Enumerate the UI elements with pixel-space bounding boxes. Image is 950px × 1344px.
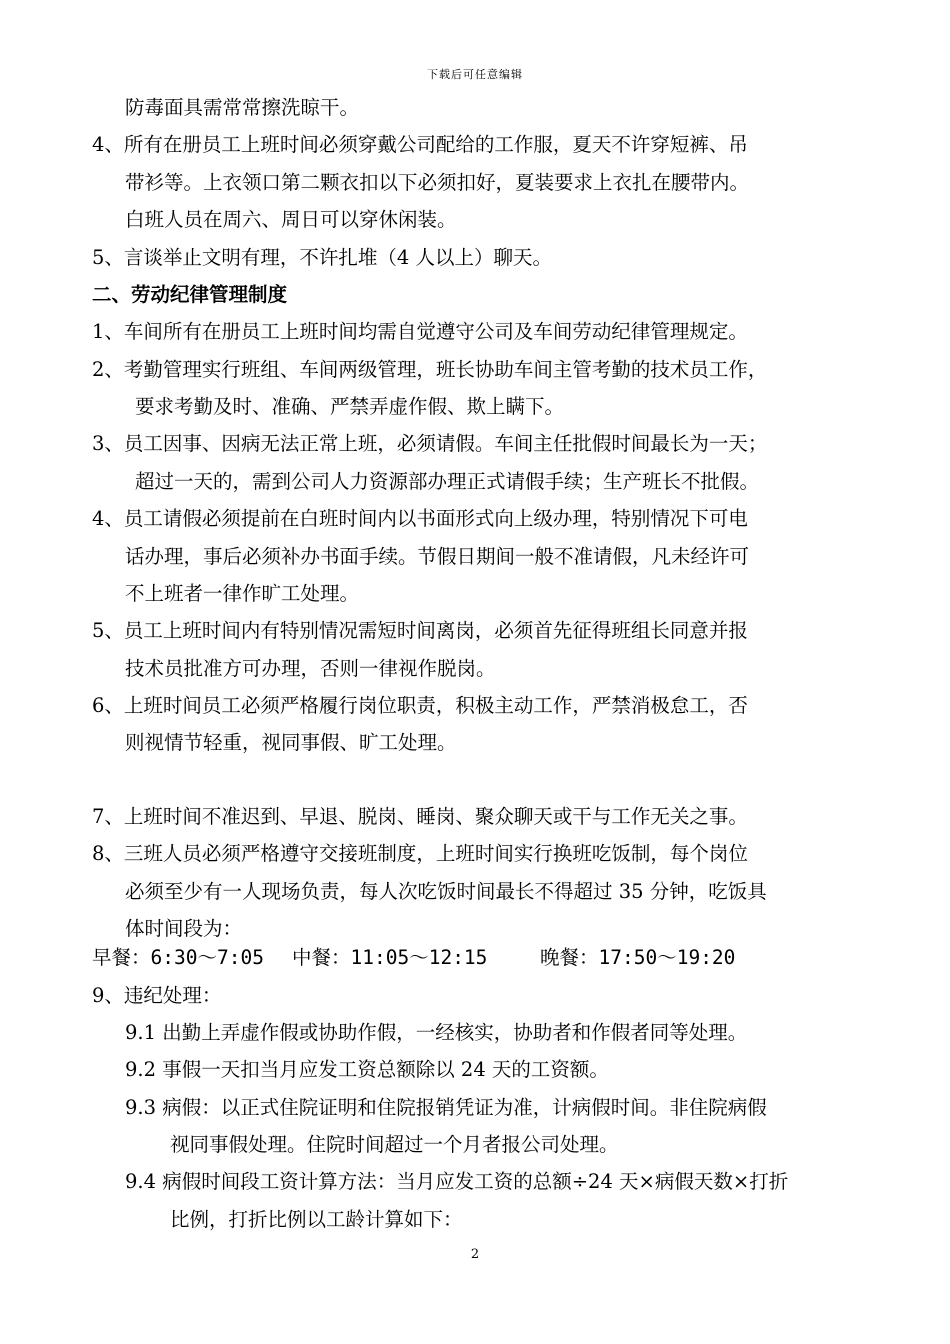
text-line: 则视情节轻重，视同事假、旷工处理。 <box>125 731 457 754</box>
sub-item-9-1: 9.1 出勤上弄虚作假或协助作假，一经核实，协助者和作假者同等处理。 <box>125 1021 748 1044</box>
list-item-5: 5、言谈举止文明有理，不许扎堆（4 人以上）聊天。 <box>92 246 553 269</box>
list-item-8: 8、三班人员必须严格遵守交接班制度，上班时间实行换班吃饭制，每个岗位 <box>92 842 748 865</box>
meal-lunch <box>292 944 487 972</box>
text-line: 防毒面具需常常擦洗晾干。 <box>125 96 360 119</box>
list-item-3: 3、员工因事、因病无法正常上班，必须请假。车间主任批假时间最长为一天； <box>92 432 768 455</box>
meal-time: 17:50～19:20 <box>598 946 736 969</box>
text-line: 要求考勤及时、准确、严禁弄虚作假、欺上瞒下。 <box>135 395 565 418</box>
meal-time: 6:30～7:05 <box>150 946 264 969</box>
text-line: 不上班者一律作旷工处理。 <box>125 582 360 605</box>
list-item-2: 2、考勤管理实行班组、车间两级管理，班长协助车间主管考勤的技术员工作， <box>92 358 768 381</box>
text-line: 体时间段为： <box>125 917 243 940</box>
sub-item-9-2: 9.2 事假一天扣当月应发工资总额除以 24 天的工资额。 <box>125 1058 609 1081</box>
text-line: 视同事假处理。住院时间超过一个月者报公司处理。 <box>170 1133 619 1156</box>
text-line: 话办理，事后必须补办书面手续。节假日期间一般不准请假，凡未经许可 <box>125 545 750 568</box>
sub-item-9-3: 9.3 病假：以正式住院证明和住院报销凭证为准，计病假时间。非住院病假 <box>125 1096 767 1119</box>
meal-dinner <box>540 944 735 972</box>
text-line: 超过一天的，需到公司人力资源部办理正式请假手续；生产班长不批假。 <box>135 470 760 493</box>
list-item-6: 6、上班时间员工必须严格履行岗位职责，积极主动工作，严禁消极怠工，否 <box>92 694 748 717</box>
meal-label: 中餐： <box>292 946 351 969</box>
list-item-4: 4、所有在册员工上班时间必须穿戴公司配给的工作服，夏天不许穿短裤、吊 <box>92 133 748 156</box>
meal-time: 11:05～12:15 <box>350 946 488 969</box>
list-item-5: 5、员工上班时间内有特别情况需短时间离岗，必须首先征得班组长同意并报 <box>92 619 748 642</box>
meal-label: 早餐： <box>92 946 151 969</box>
list-item-1: 1、车间所有在册员工上班时间均需自觉遵守公司及车间劳动纪律管理规定。 <box>92 320 748 343</box>
list-item-7: 7、上班时间不准迟到、早退、脱岗、睡岗、聚众聊天或干与工作无关之事。 <box>92 805 748 828</box>
sub-item-9-4: 9.4 病假时间段工资计算方法：当月应发工资的总额÷24 天×病假天数×打折 <box>125 1170 789 1193</box>
meal-label: 晚餐： <box>540 946 599 969</box>
text-line: 必须至少有一人现场负责，每人次吃饭时间最长不得超过 35 分钟，吃饭具 <box>125 880 767 903</box>
page-header: 下载后可任意编辑 <box>427 68 523 81</box>
text-line: 带衫等。上衣领口第二颗衣扣以下必须扣好，夏装要求上衣扎在腰带内。 <box>125 171 750 194</box>
list-item-4: 4、员工请假必须提前在白班时间内以书面形式向上级办理，特别情况下可电 <box>92 507 748 530</box>
text-line: 比例，打折比例以工龄计算如下： <box>170 1208 463 1231</box>
meal-breakfast <box>92 944 264 972</box>
page-number: 2 <box>470 1247 480 1262</box>
text-line: 技术员批准方可办理，否则一律视作脱岗。 <box>125 657 496 680</box>
text-line: 白班人员在周六、周日可以穿休闲装。 <box>125 208 457 231</box>
section-heading: 二、劳动纪律管理制度 <box>92 283 288 306</box>
list-item-9: 9、违纪处理： <box>92 984 222 1007</box>
